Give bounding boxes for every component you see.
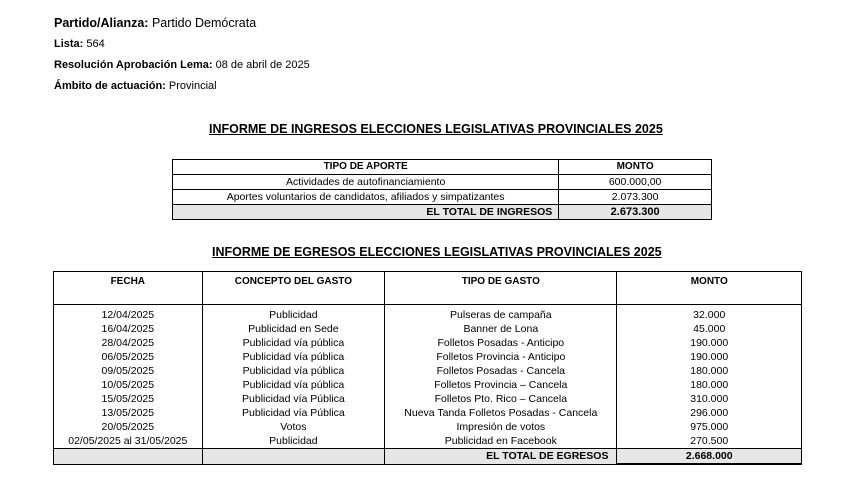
monto-cell: 975.000 [617,420,802,434]
monto-cell: 45.000 [617,322,802,336]
partido-value: Partido Demócrata [151,16,257,30]
tipo-gasto-cell: Impresión de votos [385,420,617,434]
table-row [54,364,802,378]
fecha-cell: 15/05/2025 [54,392,203,406]
total-ingresos-label: EL TOTAL DE INGRESOS [173,205,559,220]
concepto-cell: Publicidad vía pública [202,350,385,364]
fecha-cell: 16/04/2025 [54,322,203,336]
ingresos-table [172,159,712,220]
total-egresos-label: EL TOTAL DE EGRESOS [385,449,617,465]
table-row [54,350,802,364]
fecha-cell: 09/05/2025 [54,364,203,378]
tipo-gasto-cell: Banner de Lona [385,322,617,336]
header-partido [54,16,256,30]
concepto-cell: Publicidad [202,434,385,449]
concepto-cell: Votos [202,420,385,434]
fecha-cell: 10/05/2025 [54,378,203,392]
fecha-cell: 13/05/2025 [54,406,203,420]
ambito-value: Provincial [168,80,217,92]
concepto-cell: Publicidad vía Pública [202,406,385,420]
table-row [54,322,802,336]
concepto-cell: Publicidad vía Pública [202,392,385,406]
col-tipo-gasto: TIPO DE GASTO [385,272,617,305]
tipo-gasto-cell: Nueva Tanda Folletos Posadas - Cancela [385,406,617,420]
col-fecha: FECHA [54,272,203,305]
fecha-cell: 02/05/2025 al 31/05/2025 [54,434,203,449]
monto-cell: 190.000 [617,350,802,364]
total-egresos-value: 2.668.000 [617,449,802,465]
ingresos-title: INFORME DE INGRESOS ELECCIONES LEGISLATIVAS PROVINCIALES 2025 [209,122,663,136]
tipo-gasto-cell: Folletos Posadas - Anticipo [385,336,617,350]
tipo-aporte-cell: Aportes voluntarios de candidatos, afiliados y simpatizantes [173,190,559,205]
table-row [54,392,802,406]
monto-cell: 270.500 [617,434,802,449]
concepto-cell: Publicidad en Sede [202,322,385,336]
header-ambito [54,80,217,92]
tipo-gasto-cell: Folletos Provincia – Cancela [385,378,617,392]
table-row [54,406,802,420]
monto-cell: 2.073.300 [559,190,712,205]
concepto-cell: Publicidad vía pública [202,378,385,392]
col-concepto: CONCEPTO DEL GASTO [202,272,385,305]
lista-value: 564 [86,38,105,50]
monto-cell: 32.000 [617,305,802,323]
header-lista [54,38,105,50]
fecha-cell: 06/05/2025 [54,350,203,364]
fecha-cell: 20/05/2025 [54,420,203,434]
egresos-total-row [54,449,802,465]
monto-cell: 190.000 [617,336,802,350]
col-monto: MONTO [559,160,712,175]
header-resolucion [54,59,310,71]
partido-label: Partido/Alianza: [54,16,149,30]
monto-cell: 296.000 [617,406,802,420]
tipo-gasto-cell: Folletos Pto. Rico – Cancela [385,392,617,406]
fecha-cell: 12/04/2025 [54,305,203,323]
table-row [54,420,802,434]
concepto-cell: Publicidad vía pública [202,336,385,350]
monto-cell: 180.000 [617,378,802,392]
col-tipo-aporte: TIPO DE APORTE [173,160,559,175]
monto-cell: 600.000,00 [559,175,712,190]
monto-cell: 180.000 [617,364,802,378]
empty-cell [54,449,203,465]
egresos-title: INFORME DE EGRESOS ELECCIONES LEGISLATIVAS PROVINCIALES 2025 [212,245,662,259]
ingresos-total-row [173,205,712,220]
resolucion-label: Resolución Aprobación Lema: [54,59,213,71]
table-row [173,175,712,190]
table-row [54,336,802,350]
monto-cell: 310.000 [617,392,802,406]
tipo-gasto-cell: Folletos Provincia - Anticipo [385,350,617,364]
total-ingresos-value: 2.673.300 [559,205,712,220]
table-row [54,305,802,323]
tipo-gasto-cell: Publicidad en Facebook [385,434,617,449]
table-row [173,190,712,205]
tipo-gasto-cell: Folletos Posadas - Cancela [385,364,617,378]
tipo-aporte-cell: Actividades de autofinanciamiento [173,175,559,190]
egresos-header-row [54,272,802,305]
resolucion-value: 08 de abril de 2025 [215,59,310,71]
concepto-cell: Publicidad [202,305,385,323]
egresos-table [53,271,802,465]
fecha-cell: 28/04/2025 [54,336,203,350]
ingresos-header-row [173,160,712,175]
tipo-gasto-cell: Pulseras de campaña [385,305,617,323]
concepto-cell: Publicidad vía pública [202,364,385,378]
table-row [54,378,802,392]
empty-cell [202,449,385,465]
col-monto: MONTO [617,272,802,305]
table-row [54,434,802,449]
ambito-label: Ámbito de actuación: [54,80,166,92]
lista-label: Lista: [54,38,84,50]
